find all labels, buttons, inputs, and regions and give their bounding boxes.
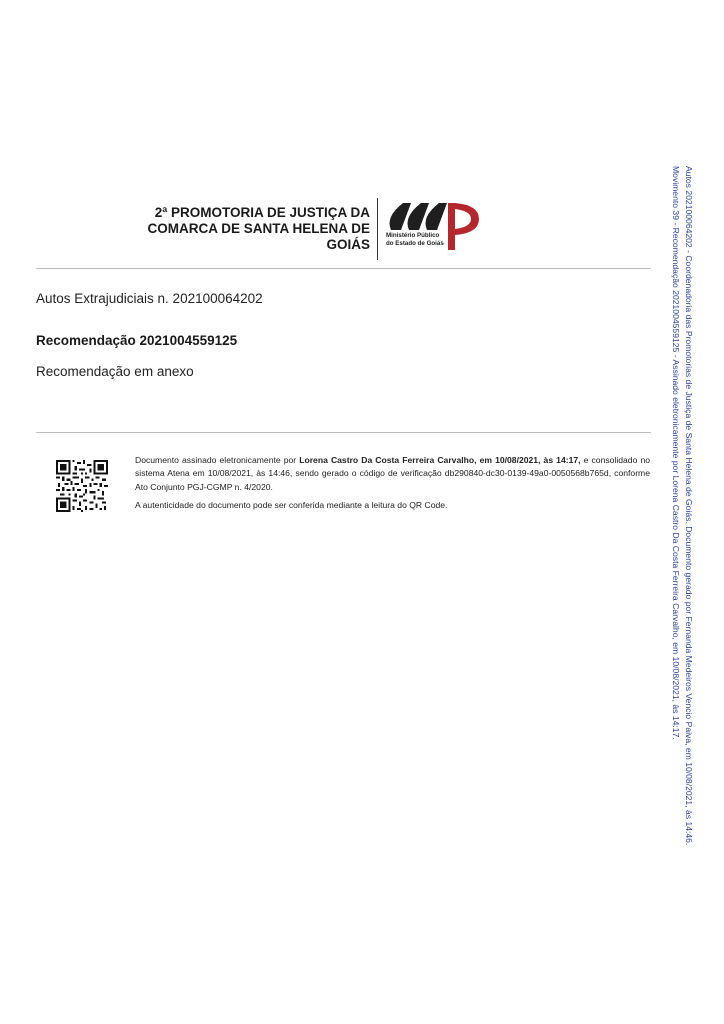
title-line-3: GOIÁS xyxy=(326,237,370,252)
autos-number: Autos Extrajudiciais n. 202100064202 xyxy=(36,291,263,306)
header-divider xyxy=(36,268,651,269)
title-line-2: COMARCA DE SANTA HELENA DE xyxy=(147,221,370,236)
side-margin-note xyxy=(665,166,695,856)
side-note-line-1: Autos 202100064202 - Coordenadoria das Promotorias de Justiça de Santa Helena de Goiás. Documento gerado por Fernanda Medeiros Vencio Paiva, em 10/08/2021, às 14:46. xyxy=(684,166,694,846)
logo-text xyxy=(386,232,444,247)
signature-text xyxy=(135,454,650,494)
content-divider xyxy=(36,432,651,433)
logo-text-line-1: Ministério Público xyxy=(386,232,440,239)
logo-text-line-2: do Estado de Goiás xyxy=(386,239,444,247)
signature-intro: Documento assinado eletronicamente por xyxy=(135,455,300,465)
side-note-text xyxy=(669,166,695,856)
title-line-1: 2ª PROMOTORIA DE JUSTIÇA DA xyxy=(154,205,370,220)
side-note-line-2: Movimento 39 - Recomendação 2021004559125 - Assinado eletronicamente por Lorena Castro Da Costa Ferreira Carvalho, em 10/08/2021, às 14:17. xyxy=(671,166,681,740)
qr-code-icon xyxy=(56,460,108,512)
authenticity-note: A autenticidade do documento pode ser conferida mediante a leitura do QR Code. xyxy=(135,500,448,511)
signature-block xyxy=(135,454,650,513)
recomendacao-title: Recomendação 2021004559125 xyxy=(36,333,238,348)
signature-details: e consolidado no sistema Atena em 10/08/2021, às 14:46, sendo gerado o código de verificação db290840-dc30-0139-49a0-0050568b765d, conforme Ato Conjunto PGJ-CGMP n. 4/2020. xyxy=(135,455,650,492)
header-separator xyxy=(377,198,378,260)
signer-name: Lorena Castro Da Costa Ferreira Carvalho, em 10/08/2021, às 14:17, xyxy=(299,455,581,465)
recomendacao-text: Recomendação em anexo xyxy=(36,364,194,379)
promotoria-title xyxy=(120,205,370,253)
